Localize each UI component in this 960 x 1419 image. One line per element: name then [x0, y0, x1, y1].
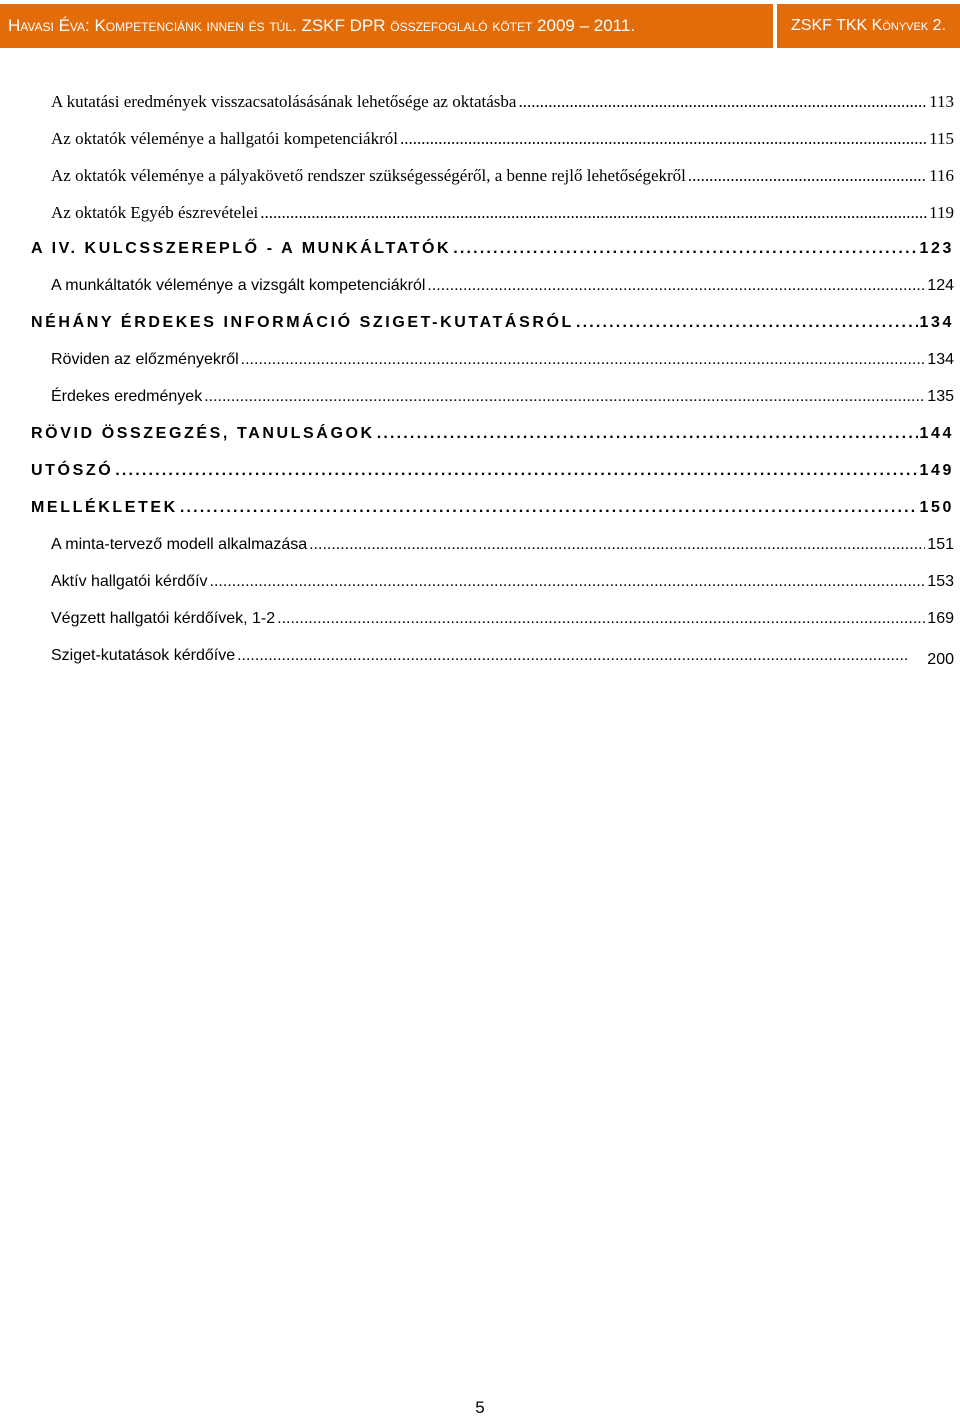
toc-chapter-page: 150	[919, 499, 954, 516]
toc-chapter-title: RÖVID ÖSSZEGZÉS, TANULSÁGOK	[31, 425, 375, 442]
page-number: 5	[475, 1398, 485, 1417]
dot-leader	[115, 456, 917, 486]
toc-entry[interactable]	[51, 604, 954, 634]
running-header	[0, 4, 960, 48]
toc-entry-title: Röviden az előzményekről	[51, 351, 239, 368]
toc-entry[interactable]	[51, 530, 954, 560]
toc-entry-page: 115	[929, 129, 954, 148]
toc-entry-title: A kutatási eredmények visszacsatolásásának lehetősége az oktatásba	[51, 92, 517, 111]
dot-leader	[277, 604, 925, 634]
dot-leader	[237, 641, 907, 671]
toc-entry-title: A munkáltatók véleménye a vizsgált kompetenciákról	[51, 277, 426, 294]
dot-leader	[210, 567, 926, 597]
dot-leader	[400, 124, 927, 154]
toc-entry-page: 113	[929, 92, 954, 111]
toc-entry-title: Aktív hallgatói kérdőív	[51, 573, 208, 590]
dot-leader	[309, 530, 925, 560]
toc-entry-title: Végzett hallgatói kérdőívek, 1-2	[51, 610, 276, 627]
toc-entry-title: Az oktatók véleménye a hallgatói kompetenciákról	[51, 129, 398, 148]
toc-chapter-title: A IV. KULCSSZEREPLŐ - A MUNKÁLTATÓK	[31, 240, 452, 257]
toc-chapter-page: 149	[919, 462, 954, 479]
toc-entry-page: 151	[927, 536, 954, 553]
toc-entry-title: Érdekes eredmények	[51, 388, 203, 405]
toc-entry[interactable]	[51, 345, 954, 375]
toc-entry-title: A minta-tervező modell alkalmazása	[51, 536, 308, 553]
toc-chapter-page: 134	[919, 314, 954, 331]
toc-entry-page: 169	[927, 610, 954, 627]
toc-entry-page: 124	[927, 277, 954, 294]
dot-leader	[688, 161, 927, 191]
toc-chapter-title: UTÓSZÓ	[31, 462, 114, 479]
toc-entry-title: Sziget-kutatások kérdőíve	[51, 647, 236, 664]
toc-chapter[interactable]	[31, 456, 954, 486]
toc-entry[interactable]	[51, 198, 954, 228]
header-title: Havasi Éva: Kompetenciánk innen és túl. ZSKF DPR összefoglaló kötet 2009 – 2011.	[0, 4, 773, 48]
toc-entry-page: 153	[927, 573, 954, 590]
dot-leader	[453, 234, 917, 264]
toc-entry[interactable]	[51, 382, 954, 412]
toc-entry-page: 116	[929, 166, 954, 185]
toc-chapter[interactable]	[31, 234, 954, 264]
toc-entry-page: 135	[927, 388, 954, 405]
toc-chapter-title: NÉHÁNY ÉRDEKES INFORMÁCIÓ SZIGET-KUTATÁSRÓL	[31, 314, 574, 331]
toc-entry-page: 119	[929, 203, 954, 222]
dot-leader	[204, 382, 925, 412]
toc-entry-page: 200	[927, 651, 954, 668]
dot-leader	[518, 87, 927, 117]
header-series: ZSKF TKK Könyvek 2.	[777, 4, 960, 48]
dot-leader	[377, 419, 918, 449]
dot-leader	[241, 345, 926, 375]
toc-chapter[interactable]	[31, 308, 954, 338]
toc-chapter[interactable]	[31, 493, 954, 523]
toc-entry[interactable]	[51, 271, 954, 301]
toc-entry[interactable]	[51, 641, 954, 671]
dot-leader	[260, 198, 927, 228]
dot-leader	[427, 271, 925, 301]
toc-entry-title: Az oktatók Egyéb észrevételei	[51, 203, 259, 222]
toc-entry[interactable]	[51, 124, 954, 154]
toc-entry-title: Az oktatók véleménye a pályakövető rendszer szükségességéről, a benne rejlő lehetőségekről	[51, 166, 686, 185]
toc-chapter-page: 144	[919, 425, 954, 442]
toc-entry[interactable]	[51, 161, 954, 191]
toc-chapter-page: 123	[919, 240, 954, 257]
dot-leader	[180, 493, 918, 523]
toc-entry-page: 134	[927, 351, 954, 368]
toc-entry[interactable]	[51, 567, 954, 597]
toc-chapter-title: MELLÉKLETEK	[31, 499, 178, 516]
dot-leader	[576, 308, 918, 338]
toc-entry[interactable]	[51, 87, 954, 117]
toc-chapter[interactable]	[31, 419, 954, 449]
